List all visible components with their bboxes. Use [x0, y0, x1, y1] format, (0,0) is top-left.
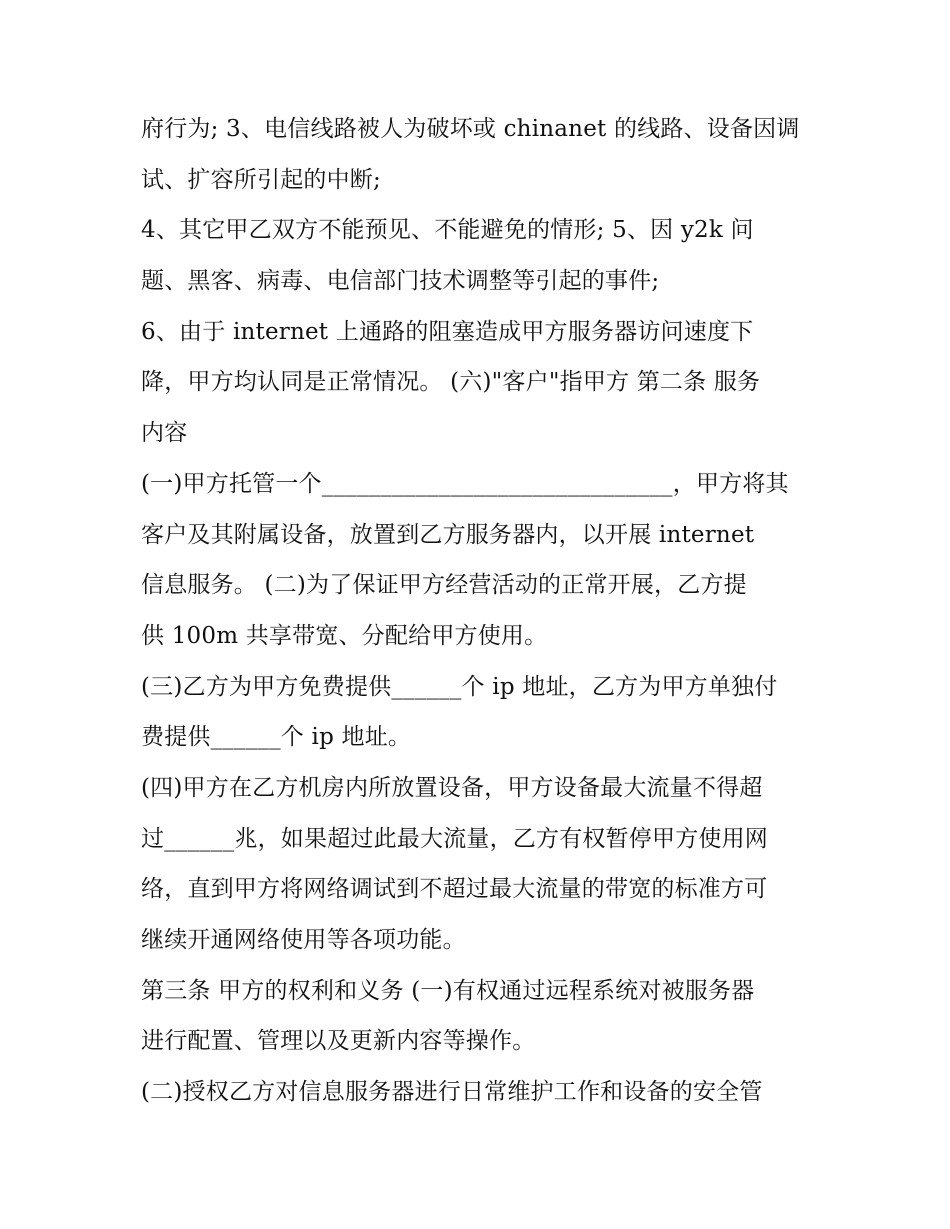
text-line: 6、由于 internet 上通路的阻塞造成甲方服务器访问速度下 [141, 318, 754, 345]
text-line: 内容 [141, 420, 188, 447]
text-line: 过______兆，如果超过此最大流量，乙方有权暂停甲方使用网 [141, 825, 768, 852]
text-line: 继续开通网络使用等各项功能。 [141, 927, 466, 953]
text-line: (一)甲方托管一个______________________________，甲方将其 [141, 470, 789, 497]
text-line: 费提供______个 ip 地址。 [141, 724, 412, 751]
text-line: 4、其它甲乙双方不能预见、不能避免的情形; 5、因 y2k 问 [141, 217, 754, 244]
text-line: (二)授权乙方对信息服务器进行日常维护工作和设备的安全管 [141, 1079, 763, 1106]
document-body [141, 104, 821, 1118]
text-line: 试、扩容所引起的中断; [141, 166, 381, 193]
text-line: 第三条 甲方的权利和义务 (一)有权通过远程系统对被服务器 [141, 977, 755, 1004]
text-line: 信息服务。 (二)为了保证甲方经营活动的正常开展，乙方提 [141, 572, 747, 599]
text-line: 进行配置、管理以及更新内容等操作。 [141, 1028, 536, 1055]
text-line: (四)甲方在乙方机房内所放置设备，甲方设备最大流量不得超 [141, 774, 763, 801]
text-line: 题、黑客、病毒、电信部门技术调整等引起的事件; [141, 268, 660, 295]
text-line: 供 100m 共享带宽、分配给甲方使用。 [141, 622, 548, 649]
text-line: 府行为; 3、电信线路被人为破坏或 chinanet 的线路、设备因调 [141, 116, 800, 142]
text-line: 络，直到甲方将网络调试到不超过最大流量的带宽的标准方可 [141, 876, 768, 903]
text-line: 降，甲方均认同是正常情况。 (六)"客户"指甲方 第二条 服务 [141, 369, 761, 396]
text-line: (三)乙方为甲方免费提供______个 ip 地址，乙方为甲方单独付 [141, 673, 778, 700]
text-line: 客户及其附属设备，放置到乙方服务器内，以开展 internet [141, 521, 755, 548]
